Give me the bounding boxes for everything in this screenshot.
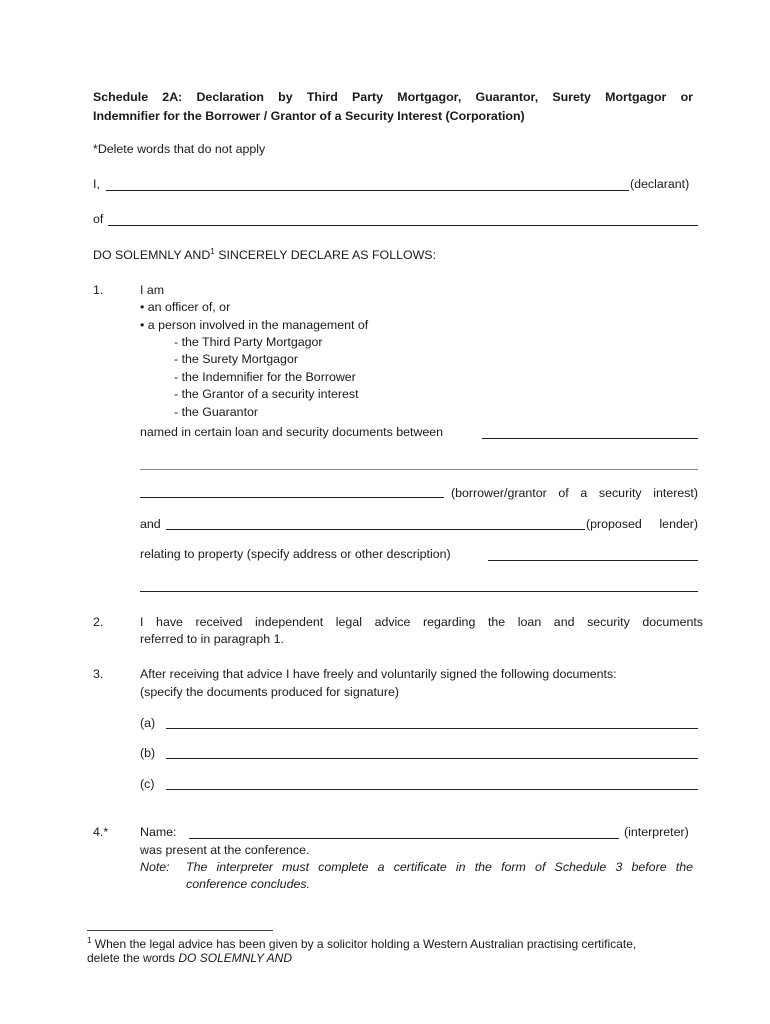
lender-field[interactable] <box>166 529 585 530</box>
footnote-text: When the legal advice has been given by a solicitor holding a Western Australian practising certificate, <box>91 937 637 951</box>
declarant-name-field[interactable] <box>106 190 629 191</box>
present-text: was present at the conference. <box>140 843 310 857</box>
paragraph-3-line-1: After receiving that advice I have freely and voluntarily signed the following documents: <box>140 667 617 681</box>
declarant-label: (declarant) <box>630 177 690 191</box>
delete-note: *Delete words that do not apply <box>93 142 266 156</box>
interpreter-label: (interpreter) <box>624 825 689 839</box>
footnote-delete-words: DO SOLEMNLY AND <box>178 951 292 965</box>
name-label: Name: <box>140 825 177 839</box>
paragraph-4-number: 4.* <box>93 825 109 839</box>
solemn-text: DO SOLEMNLY AND <box>93 248 211 263</box>
footnote-mark: 1 <box>87 936 92 945</box>
document-title <box>93 88 693 126</box>
footnote-delete-text: delete the words <box>87 951 179 965</box>
named-between: named in certain loan and security documents between <box>140 425 444 439</box>
role-surety-mortgagor: - the Surety Mortgagor <box>174 352 298 366</box>
document-b-field[interactable] <box>166 758 698 759</box>
property-label: relating to property (specify address or other description) <box>140 547 451 561</box>
interpreter-name-field[interactable] <box>189 838 619 839</box>
title-line-2: Indemnifier for the Borrower / Grantor of a Security Interest (Corporation) <box>93 109 525 123</box>
solemn-declaration <box>93 247 436 262</box>
parties-field-2[interactable] <box>140 469 698 470</box>
paragraph-2-line-2: referred to in paragraph 1. <box>140 632 284 646</box>
role-third-party-mortgagor: - the Third Party Mortgagor <box>174 335 323 349</box>
solemn-rest: SINCERELY DECLARE AS FOLLOWS: <box>214 248 437 263</box>
note-label: Note: <box>140 860 170 874</box>
footnote-ref: 1 <box>210 247 215 256</box>
document-a-label: (a) <box>140 716 156 730</box>
paragraph-2-number: 2. <box>93 615 104 629</box>
title-line-1: Schedule 2A: Declaration by Third Party Mortgagor, Guarantor, Surety Mortgagor or <box>93 90 693 104</box>
borrower-label: (borrower/grantor of a security interest) <box>451 486 698 500</box>
and-label: and <box>140 517 161 531</box>
declarant-prefix: I, <box>93 177 100 191</box>
role-indemnifier: - the Indemnifier for the Borrower <box>174 370 356 384</box>
note-line-1: The interpreter must complete a certificate in the form of Schedule 3 before the <box>186 860 693 874</box>
role-grantor: - the Grantor of a security interest <box>174 387 359 401</box>
lender-label: (proposed lender) <box>586 517 698 531</box>
of-label: of <box>93 212 104 226</box>
borrower-field[interactable] <box>140 497 444 498</box>
paragraph-2-line-1: I have received independent legal advice regarding the loan and security documents <box>140 615 703 629</box>
paragraph-3-line-2: (specify the documents produced for signature) <box>140 685 399 699</box>
note-line-2: conference concludes. <box>186 877 310 891</box>
paragraph-3-number: 3. <box>93 667 104 681</box>
property-field-2[interactable] <box>140 591 698 592</box>
i-am: I am <box>140 283 165 297</box>
bullet-management: • a person involved in the management of <box>140 318 369 332</box>
role-guarantor: - the Guarantor <box>174 405 259 419</box>
parties-field-1[interactable] <box>482 438 698 439</box>
property-field-1[interactable] <box>488 560 698 561</box>
footnote-line-2 <box>87 951 292 965</box>
declarant-address-field[interactable] <box>108 225 698 226</box>
footnote-line-1 <box>87 936 636 951</box>
bullet-officer: • an officer of, or <box>140 300 231 314</box>
document-b-label: (b) <box>140 746 156 760</box>
document-c-label: (c) <box>140 777 155 791</box>
document-a-field[interactable] <box>166 728 698 729</box>
footnote-divider <box>87 930 273 931</box>
document-c-field[interactable] <box>166 789 698 790</box>
paragraph-1-number: 1. <box>93 283 104 297</box>
